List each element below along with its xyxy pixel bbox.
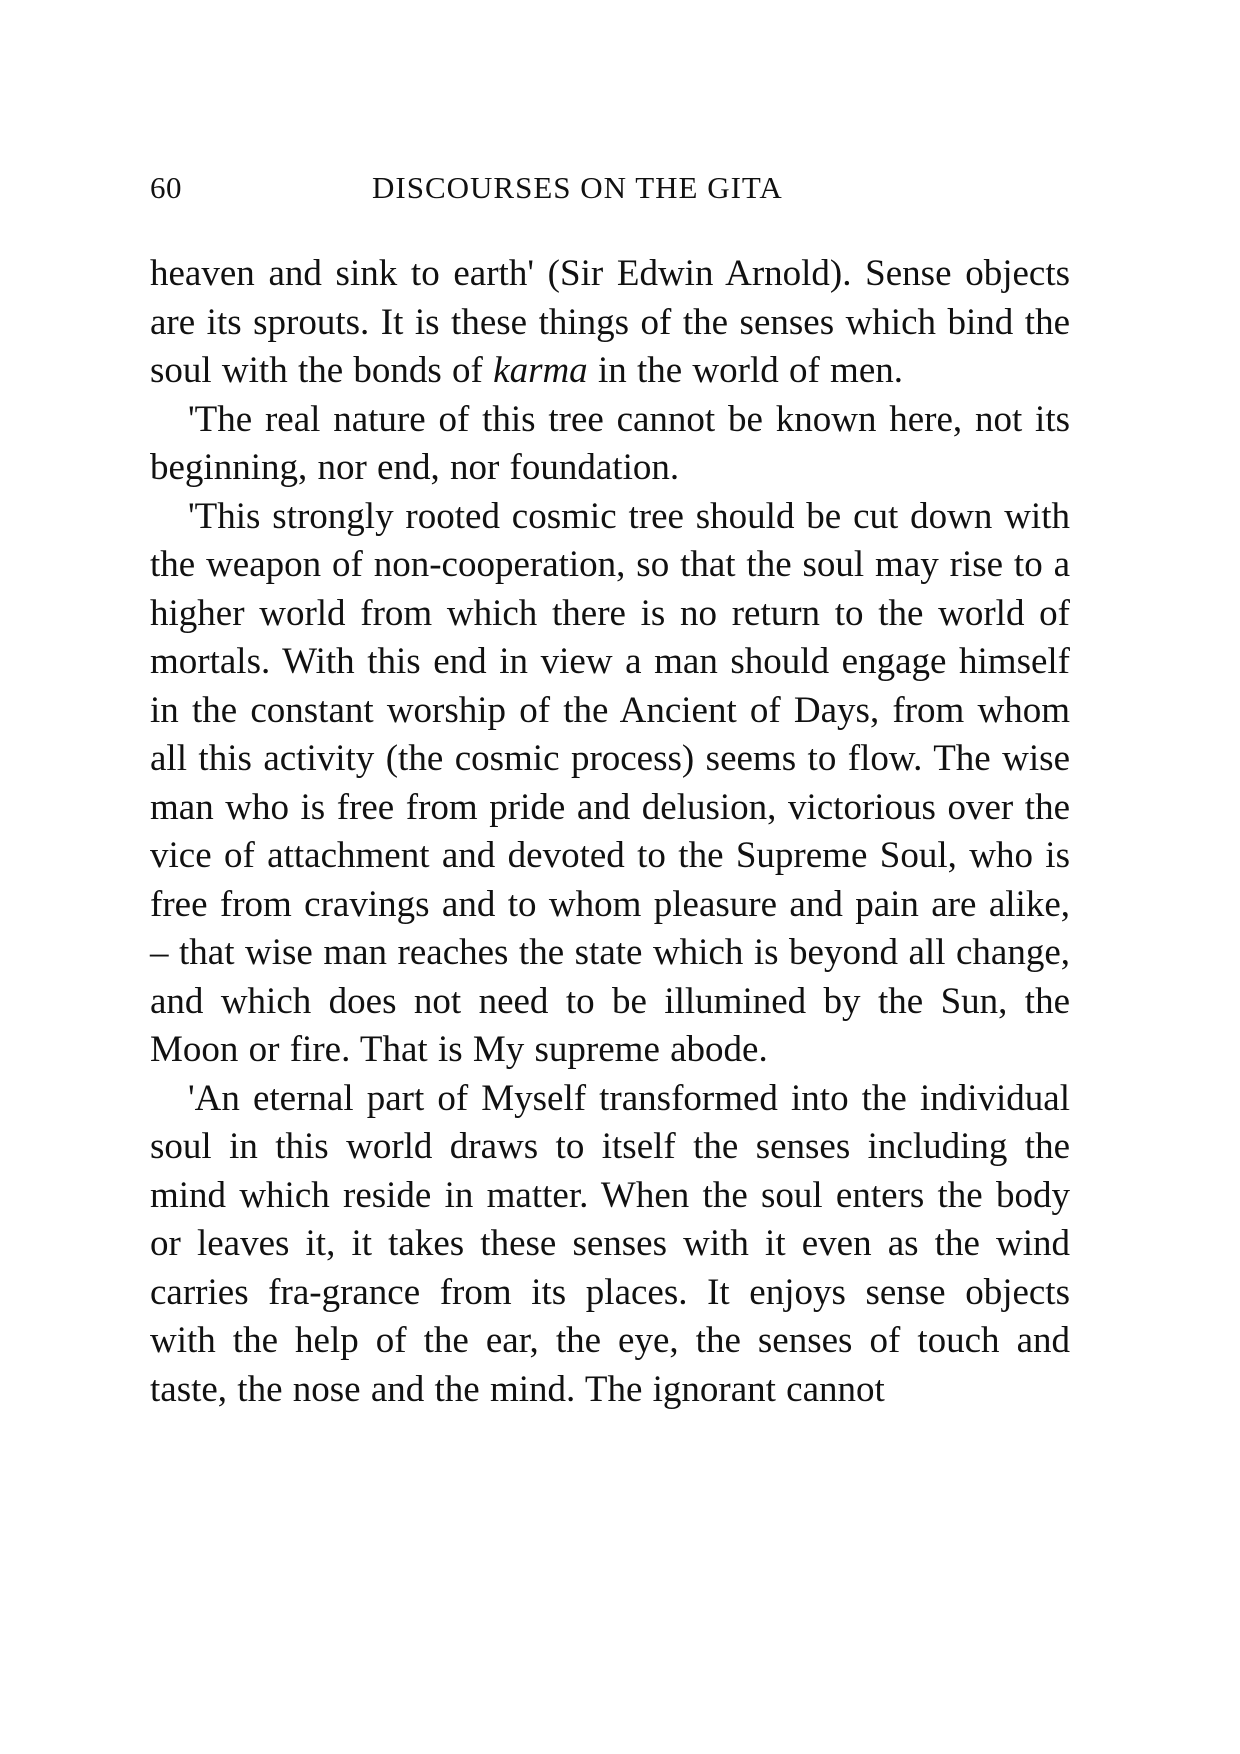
paragraph-1-text-end: in the world of men. <box>587 350 904 391</box>
paragraph-3: 'This strongly rooted cosmic tree should be cut down with the weapon of non-cooperation, so that the soul may rise to a higher world from which there is no return to the world of mortals. With this end in view a man should engage himself in the constant worship of the Ancient of Days, from whom all this activity (the cosmic process) seems to flow. The wise man who is free from pride and delusion, victorious over the vice of attachment and devoted to the Supreme Soul, who is free from cravings and to whom pleasure and pain are alike, – that wise man reaches the state which is beyond all change, and which does not need to be illumined by the Sun, the Moon or fire. That is My supreme abode. <box>150 495 1070 1070</box>
paragraph-1 <box>150 250 1070 396</box>
body-text <box>150 250 1070 1414</box>
paragraph-1-text-start: heaven and sink to earth' (Sir Edwin Arnold). Sense objects are its sprouts. It is these things of the senses which bind the soul with the bonds of <box>150 253 1070 391</box>
running-head <box>150 170 1070 210</box>
page-number: 60 <box>150 170 182 205</box>
paragraph-4: 'An eternal part of Myself transformed into the individual soul in this world draws to itself the senses including the mind which reside in matter. When the soul enters the body or leaves it, it takes these senses with it even as the wind carries fra-grance from its places. It enjoys sense objects with the help of the ear, the eye, the senses of touch and taste, the nose and the mind. The ignorant cannot <box>150 1077 1070 1410</box>
book-title: DISCOURSES ON THE GITA <box>372 170 783 205</box>
italic-term-karma: karma <box>493 350 588 391</box>
paragraph-2: 'The real nature of this tree cannot be known here, not its beginning, nor end, nor foundation. <box>150 398 1070 488</box>
